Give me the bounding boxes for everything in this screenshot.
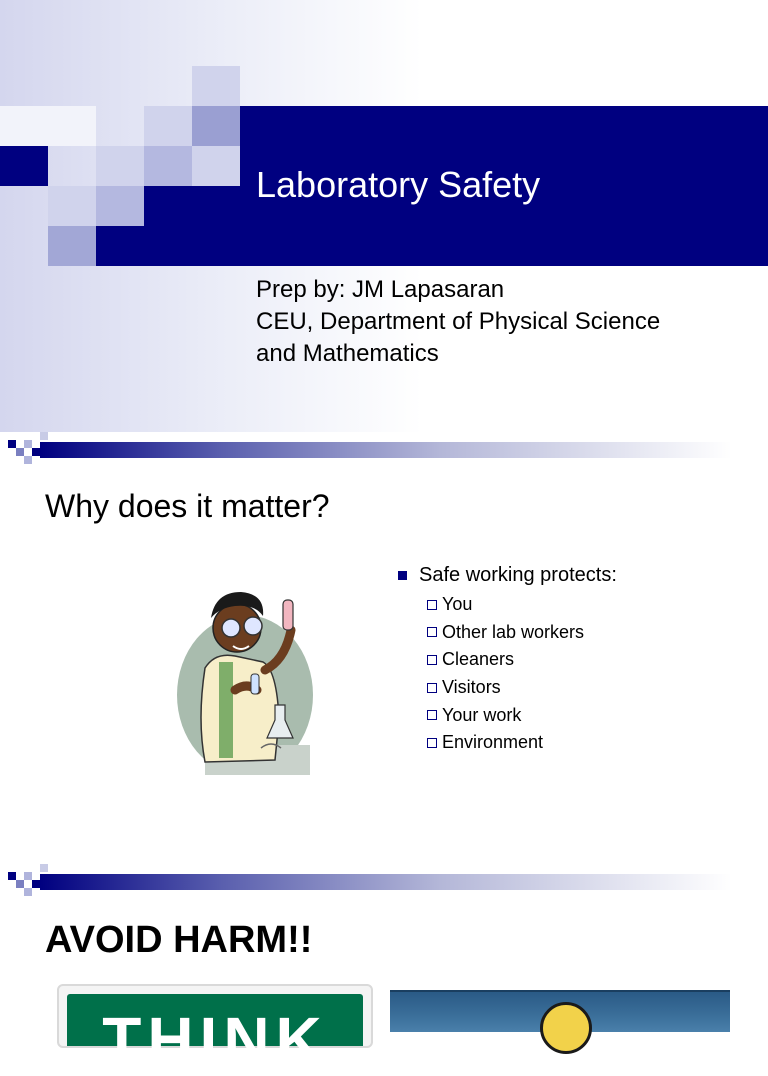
bullet-list <box>398 562 617 757</box>
deco-square <box>192 66 240 106</box>
why-slide <box>0 432 768 864</box>
bullet-text: You <box>442 594 473 615</box>
subtitle-line: Prep by: JM Lapasaran <box>256 276 505 303</box>
hollow-square-bullet-icon <box>427 738 437 748</box>
slide-title: Laboratory Safety <box>256 164 541 205</box>
deco-square <box>144 106 192 146</box>
deco-square <box>96 146 144 186</box>
slide-title: Why does it matter? <box>45 488 330 524</box>
deco-navy-block <box>0 146 48 186</box>
deco-square <box>48 226 96 266</box>
list-item <box>427 701 617 729</box>
sub-bullet-list <box>398 591 617 757</box>
deco-square <box>96 186 144 226</box>
square-bullet-icon <box>398 571 407 580</box>
bullet-text: Other lab workers <box>442 621 585 642</box>
lamp-shape <box>540 1002 592 1054</box>
slide-subtitle <box>256 274 660 370</box>
avoid-harm-slide <box>0 864 768 1076</box>
bullet-text: Your work <box>442 704 522 725</box>
think-sign-image <box>57 984 373 1076</box>
bullet-text: Environment <box>442 732 544 753</box>
slide-header-bar <box>0 432 768 464</box>
sign-panel <box>67 994 363 1076</box>
list-item <box>427 729 617 757</box>
list-item <box>427 674 617 702</box>
scientist-clipart <box>175 570 315 775</box>
list-item <box>427 591 617 619</box>
deco-square <box>144 146 192 186</box>
bullet-text: Safe working protects: <box>419 563 617 586</box>
deco-square <box>192 106 240 146</box>
bullet-text: Visitors <box>442 677 501 698</box>
sign-text: THINK <box>102 1004 328 1076</box>
subtitle-line: and Mathematics <box>256 340 439 367</box>
slide-title: AVOID HARM!! <box>45 919 313 961</box>
deco-square <box>192 146 240 186</box>
list-item <box>398 562 617 588</box>
list-item <box>427 619 617 647</box>
hollow-square-bullet-icon <box>427 655 437 665</box>
hollow-square-bullet-icon <box>427 710 437 720</box>
hollow-square-bullet-icon <box>427 600 437 610</box>
deco-square <box>0 106 48 146</box>
hollow-square-bullet-icon <box>427 627 437 637</box>
deco-square <box>48 186 96 226</box>
slide-header-bar <box>0 864 768 896</box>
hollow-square-bullet-icon <box>427 683 437 693</box>
bullet-text: Cleaners <box>442 649 515 670</box>
deco-square <box>48 106 96 146</box>
list-item <box>427 646 617 674</box>
subtitle-line: CEU, Department of Physical Science <box>256 308 661 335</box>
lab-photo <box>390 990 730 1032</box>
title-slide <box>0 0 768 432</box>
